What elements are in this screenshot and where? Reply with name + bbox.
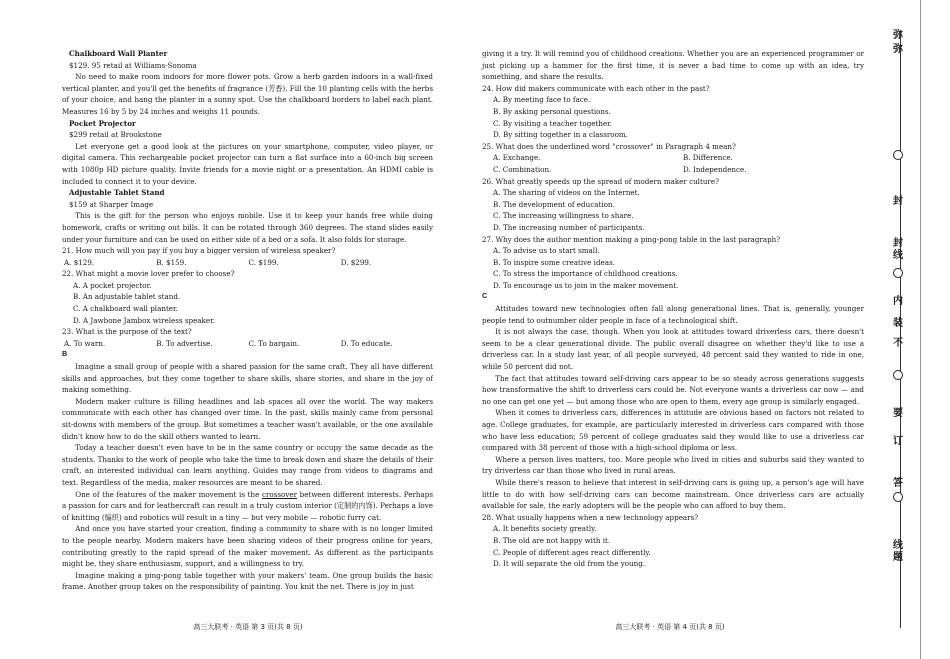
option: A. To advise us to start small.	[493, 246, 600, 256]
option: C. To bargain.	[248, 338, 300, 348]
option: A. To warn.	[64, 338, 106, 348]
right-column	[482, 48, 864, 570]
item2-price: $299 retail at Brookstone	[69, 130, 162, 140]
passage-b-paragraph: Imagine a small group of people with a shared passion for the same craft. They all have different skills and approaches, but they come together to share skills, share stories, and share in the joy of making something.	[62, 362, 433, 395]
section-b-heading: B	[62, 350, 68, 359]
binding-circle	[893, 370, 903, 380]
option: D. $299.	[340, 257, 372, 267]
binding-char: 答	[893, 478, 903, 489]
option: D. Independence.	[683, 164, 747, 174]
passage-b-paragraph: Modern maker culture is filling headlines and lab spaces all over the world. The way makers communicate with each other has changed over time. In the past, skills mainly came from personal sit-downs with members of the group. But sometimes a teacher wasn't available, or the one available didn't know how to do the skill others wanted to learn.	[62, 396, 433, 441]
option: C. To stress the importance of childhood creations.	[493, 269, 678, 279]
passage-c-paragraph: The fact that attitudes toward self-driving cars appear to be so steady across generations suggests how transformative the shift to driverless cars could be. Not everyone wants a driverless car now — and no one can get one yet — but among those who are open to them, every age group is similarly engaged.	[482, 373, 864, 406]
option: B. The old are not happy with it.	[493, 535, 611, 545]
passage-c-paragraph: When it comes to driverless cars, differences in attitude are obvious based on factors not related to age. College graduates, for example, are particularly interested in driverless cars compared with those who have less education; 59 percent of college graduates said they would like to use a driverless car compared with 38 percent of those with a high-school diploma or less.	[482, 408, 864, 453]
item1-title: Chalkboard Wall Planter	[69, 49, 168, 58]
passage-b-paragraph: Imagine making a ping-pong table together with your makers' team. One group builds the basic frame. Another group takes on the responsibility of painting. You knit the net. There is joy in just	[62, 570, 433, 592]
item3-price: $159 at Sharper Image	[69, 199, 154, 209]
text-run: One of the features of the maker movement is the	[75, 489, 262, 499]
option: C. People of different ages react differently.	[493, 547, 651, 557]
binding-char: 装	[893, 318, 903, 329]
passage-b-continuation: giving it a try. It will remind you of childhood creations. Whether you are an experienced programmer or just picking up a hammer for the first time, it is never a bad time to come up with an idea, try something, and share the results.	[482, 49, 864, 82]
option: C. $199.	[248, 257, 279, 267]
item3-description: This is the gift for the person who enjoys mobile. Use it to keep your hands free while doing homework, crafts or writing out bills. It can be rotated through 360 degrees. The stand slides easily under your furniture and can be used on either side of a bed or a sofa. It also folds for storage.	[62, 211, 433, 244]
binding-char: 题	[893, 552, 903, 563]
passage-c-paragraph: While there's reason to believe that interest in self-driving cars is going up, a person's age will have little to do with how self-driving cars can become mainstream. Once driverless cars are actually available for sale, the early adopters will be the people who can afford to buy them.	[482, 477, 864, 511]
option: B. Difference.	[683, 153, 733, 163]
option: C. By visiting a teacher together.	[493, 118, 613, 128]
question-25-options-row2	[482, 164, 864, 176]
binding-char: 订	[893, 436, 903, 447]
option: B. To inspire some creative ideas.	[493, 257, 615, 267]
option: D. To encourage us to join in the maker movement.	[493, 280, 679, 290]
question-23: 23. What is the purpose of the text?	[62, 327, 192, 337]
option: C. A chalkboard wall planter.	[73, 304, 178, 314]
binding-char: 封	[893, 196, 903, 207]
question-24: 24. How did makers communicate with each other in the past?	[482, 83, 710, 93]
question-27: 27. Why does the author mention making a ping-pong table in the last paragraph?	[482, 234, 781, 244]
binding-char: 要	[893, 408, 903, 419]
passage-c-paragraph: It is not always the case, though. When you look at attitudes toward driverless cars, there doesn't seem to be a clear generational divide. The public overall disagree on whether they'd like to use a driverless car. In a study last year, of all people surveyed, 48 percent said they wanted to ride in one, while 50 percent did not.	[482, 327, 864, 372]
question-21-options	[62, 257, 433, 269]
binding-char: 封	[893, 238, 903, 249]
question-28: 28. What usually happens when a new technology appears?	[482, 512, 699, 522]
binding-margin	[880, 30, 906, 630]
item1-description: No need to make room indoors for more flower pots. Grow a herb garden indoors in a wall-fixed vertical planter, and you'll get the benefits of fragrance (芳香). Fill the 10 planting cells with the herbs of your choice, and hang the planter in a sunny spot. Use the chalkboard borders to label each plant. Measures 16 by 5 by 24 inches and weighs 11 pounds.	[62, 72, 433, 116]
binding-char: 内	[893, 296, 903, 307]
option: B. The development of education.	[493, 199, 615, 209]
question-22: 22. What might a movie lover prefer to choose?	[62, 269, 235, 279]
option: B. To advertise.	[156, 338, 213, 348]
option: A. By meeting face to face.	[493, 95, 591, 105]
option: A. A pocket projector.	[73, 280, 152, 290]
option: D. A Jawbone Jambox wireless speaker.	[73, 315, 216, 325]
binding-char: 弥	[893, 44, 903, 55]
passage-b-paragraph: Today a teacher doesn't even have to be in the same country or occupy the same decade as the students. Thanks to the work of people who take the time to break down and share the details of their craft, an interested individual can learn anything. Guides may range from videos to diagrams and text. Regardless of the media, maker resources are meant to be shared.	[62, 443, 433, 487]
option: D. By sitting together in a classroom.	[493, 130, 628, 140]
binding-char: 线	[893, 540, 903, 551]
binding-char: 不	[893, 338, 903, 349]
item3-title: Adjustable Tablet Stand	[69, 188, 165, 198]
option: A. $129.	[64, 257, 95, 267]
question-25: 25. What does the underlined word "crossover" in Paragraph 4 mean?	[482, 141, 736, 151]
option: A. It benefits society greatly.	[493, 524, 597, 534]
page-edge-line	[920, 0, 921, 659]
passage-b-paragraph	[62, 489, 433, 524]
item2-title: Pocket Projector	[69, 118, 136, 128]
section-c-heading: C	[482, 292, 488, 301]
question-25-options-row1	[482, 152, 864, 164]
passage-c-paragraph: Attitudes toward new technologies often fall along generational lines. That is, generally, younger people tend to outnumber older people in face of a technological shift.	[482, 304, 864, 325]
binding-circle	[893, 492, 903, 502]
option: D. To educate.	[340, 338, 393, 348]
option: A. The sharing of videos on the Internet.	[493, 188, 640, 198]
binding-char: 弥	[893, 30, 903, 41]
option: D. The increasing number of participants.	[493, 222, 645, 232]
page-footer-right: 高三大联考 · 英语 第 4 页(共 8 页)	[615, 623, 725, 631]
page-footer-left: 高三大联考 · 英语 第 3 页(共 8 页)	[193, 623, 303, 631]
option: B. $159.	[156, 257, 187, 267]
item2-description: Let everyone get a good look at the pictures on your smartphone, computer, video player, or digital camera. This rechargeable pocket projector can turn a flat surface into a 60-inch big screen with 1080p HD picture quality. Invite friends for a movie night or a presentation. An HDMI cable is included to connect it to your device.	[62, 141, 433, 186]
option: C. The increasing willingness to share.	[493, 211, 634, 221]
item1-price: $129. 95 retail at Williams-Sonoma	[69, 60, 197, 70]
text-run: between different interests. Perhaps a passion for cars and for leathercraft can result in a truly custom interior (定制的内饰). Perhaps a love of knitting (编织) and robotics will result in a tiny — but very mobile — robotic furry cat.	[62, 489, 433, 522]
left-column	[62, 48, 433, 593]
option: B. An adjustable tablet stand.	[73, 292, 181, 302]
binding-circle	[893, 150, 903, 160]
option: D. It will separate the old from the young.	[493, 559, 646, 569]
binding-circle	[893, 268, 903, 278]
option: C. Combination.	[493, 164, 552, 174]
question-23-options	[62, 338, 433, 350]
option: A. Exchange.	[493, 153, 541, 163]
question-21: 21. How much will you pay if you buy a bigger version of wireless speaker?	[62, 246, 336, 256]
question-26: 26. What greatly speeds up the spread of modern maker culture?	[482, 176, 719, 186]
underlined-word: crossover	[261, 489, 297, 499]
passage-c-paragraph: Where a person lives matters, too. More people who lived in cities and suburbs said they wanted to try driverless car than those who lived in rural areas.	[482, 454, 864, 476]
passage-b-paragraph: And once you have started your creation, finding a community to share with is no longer limited to the people nearby. Modern makers have been sharing videos of their progress online for years, contributing greatly to the rapid spread of the maker movement. As different as the participants might be, they share enthusiasm, support, and a willingness to try.	[62, 524, 433, 569]
option: B. By asking personal questions.	[493, 106, 611, 116]
binding-char: 线	[893, 250, 903, 261]
